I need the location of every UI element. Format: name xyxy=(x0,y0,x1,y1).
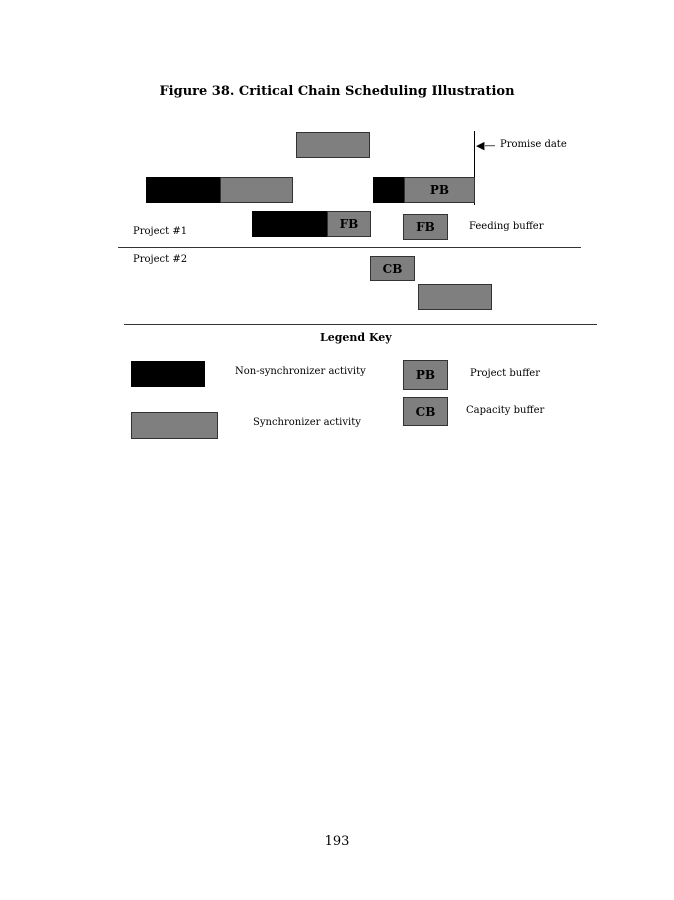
legend-non-synchronizer-label: Non-synchronizer activity xyxy=(235,366,366,377)
legend-capacity-buffer-label: Capacity buffer xyxy=(466,405,545,416)
project-buffer: PB xyxy=(404,177,475,203)
synchronizer-activity-top xyxy=(296,132,370,158)
capacity-buffer: CB xyxy=(370,256,415,281)
non-synchronizer-activity-2 xyxy=(373,177,404,203)
synchronizer-activity-project-2 xyxy=(418,284,492,310)
legend-synchronizer-label: Synchronizer activity xyxy=(253,417,361,428)
legend-title: Legend Key xyxy=(320,331,392,344)
non-synchronizer-activity-3 xyxy=(252,211,327,237)
page-number: 193 xyxy=(324,834,350,849)
legend-project-buffer-swatch: PB xyxy=(403,360,448,390)
project-2-label: Project #2 xyxy=(133,254,188,265)
legend-divider xyxy=(124,324,597,325)
promise-date-arrow-icon: ◀— xyxy=(476,139,496,152)
legend-non-synchronizer-swatch xyxy=(131,361,205,387)
feeding-buffer-1: FB xyxy=(327,211,371,237)
legend-project-buffer-label: Project buffer xyxy=(470,368,540,379)
figure-title: Figure 38. Critical Chain Scheduling Illustration xyxy=(159,84,515,99)
synchronizer-activity-1 xyxy=(220,177,293,203)
legend-synchronizer-swatch xyxy=(131,412,218,439)
promise-date-label: Promise date xyxy=(500,139,567,150)
feeding-buffer-label: Feeding buffer xyxy=(469,221,544,232)
legend-capacity-buffer-swatch: CB xyxy=(403,397,448,426)
feeding-buffer-2: FB xyxy=(403,214,448,240)
project-divider xyxy=(118,247,581,248)
project-1-label: Project #1 xyxy=(133,226,188,237)
non-synchronizer-activity-1 xyxy=(146,177,220,203)
